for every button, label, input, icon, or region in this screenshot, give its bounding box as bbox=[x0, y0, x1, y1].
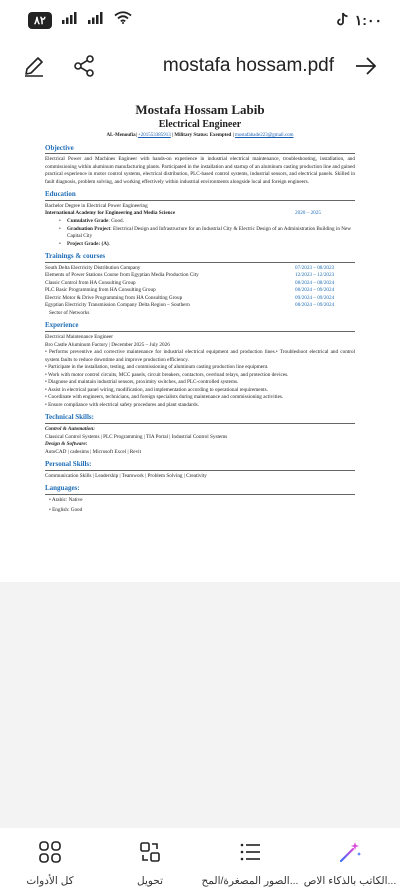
contact-phone[interactable]: +201553385913 bbox=[137, 133, 171, 139]
convert-icon bbox=[138, 840, 162, 869]
project-grade-value: . bbox=[108, 240, 110, 247]
signal-icon bbox=[88, 11, 104, 29]
tiktok-icon bbox=[337, 12, 349, 29]
training-row bbox=[45, 287, 355, 295]
section-education: Education bbox=[45, 189, 355, 201]
training-name: Elements of Power Stations Course from Egyptian Media Production City bbox=[45, 272, 199, 279]
wifi-icon bbox=[114, 11, 132, 29]
pencil-icon[interactable] bbox=[16, 48, 52, 84]
academy-row bbox=[45, 210, 355, 218]
section-experience: Experience bbox=[45, 320, 355, 332]
section-personal-skills: Personal Skills: bbox=[45, 459, 355, 471]
training-row bbox=[45, 272, 355, 280]
list-item bbox=[61, 218, 355, 226]
nav-label: الكاتب بالذكاء الاص... bbox=[303, 875, 397, 887]
objective-text: Electrical Power and Machines Engineer with hands-on experience in industrial electrical maintenance, troubleshooting, installation, and commissioning within aluminum manufacturing plants. Participated in the installation and startup of an aluminum casting production line and gained practical experience in motor control systems, electrical distribution, PLC-based control systems, industrial sensors, and electrical panels. Skilled in fault diagnosis, problem solving, and working effectively within industrial environments alongside local and foreign engineers. bbox=[45, 156, 355, 185]
exp-bullet: • Assist in electrical panel wiring, modification, and implementation according to operational requirements. bbox=[45, 386, 268, 393]
academy: International Academy for Engineering and Media Science bbox=[45, 210, 176, 217]
language-text: English: Good bbox=[52, 506, 83, 513]
training-date: 08/2024 – 09/2024 bbox=[295, 287, 335, 294]
exp-role: Electrical Maintenance Engineer bbox=[45, 334, 113, 341]
bottom-nav bbox=[0, 828, 400, 891]
degree: Bachelor Degree in Electrical Power Engineering bbox=[45, 202, 148, 209]
section-languages: Languages: bbox=[45, 483, 355, 495]
list-item bbox=[61, 226, 355, 241]
training-name: Classic Control from HA Consulting Group bbox=[45, 279, 136, 286]
cv-contact bbox=[45, 132, 355, 139]
tech-skills-line: Classical Control Systems | PLC Programming | TIA Portal | Industrial Control Systems bbox=[45, 433, 228, 440]
tech-subheading: Design & Software: bbox=[45, 441, 88, 448]
project-label: Graduation Project bbox=[67, 225, 111, 232]
clock: ١:٠٠ bbox=[354, 11, 382, 28]
language-item: • Arabic: Native bbox=[49, 496, 83, 503]
status-right bbox=[337, 12, 382, 29]
exp-bullet: • Participate in the installation, testing, and commissioning of aluminum casting production line equipment. bbox=[45, 364, 269, 371]
training-date: 09/2024 – 09/2024 bbox=[295, 294, 335, 301]
exp-bullet: • Diagnose and maintain industrial sensors, proximity switches, and PLC-controlled systems. bbox=[45, 379, 239, 386]
language-item: • English: Good bbox=[49, 506, 83, 513]
exp-bullet: • Performs preventive and corrective maintenance for industrial electrical equipment and production lines.• Troubleshoot electrical and control system faults to reduce downtime and improve production efficiency. bbox=[45, 349, 355, 363]
grade-label: Cumulative Grade bbox=[67, 217, 109, 224]
training-name: South Delta Electricity Distribution Company bbox=[45, 264, 141, 271]
status-bar bbox=[0, 0, 400, 40]
training-extra: Sector of Networks bbox=[49, 309, 90, 316]
training-date: 08/2024 – 08/2024 bbox=[295, 279, 335, 286]
training-row bbox=[45, 302, 355, 310]
exp-bullet: • Coordinate with engineers, technicians, and foreign specialists during maintenance and commissioning activities. bbox=[45, 394, 284, 401]
section-technical-skills: Technical Skills: bbox=[45, 412, 355, 424]
cv-role: Electrical Engineer bbox=[158, 119, 242, 131]
toolbar bbox=[0, 40, 400, 92]
contact-military: | Military Status: Exempted | bbox=[172, 133, 234, 139]
pdf-page bbox=[0, 92, 400, 582]
battery-indicator: ٨٢ bbox=[28, 12, 52, 29]
training-date: 07/2023 – 08/2023 bbox=[295, 264, 335, 271]
project-grade-label: Project Grade: (A) bbox=[67, 240, 109, 247]
nav-convert[interactable] bbox=[100, 840, 200, 887]
training-name: Electric Motor & Drive Programming from HA Consulting Group bbox=[45, 294, 183, 301]
tech-subheading: Control & Automation: bbox=[45, 426, 95, 433]
nav-label: كل الأدوات bbox=[26, 875, 74, 887]
training-date: 12/2023 – 12/2023 bbox=[295, 272, 335, 279]
nav-label: الصور المصغرة/المح... bbox=[201, 875, 299, 887]
education-list bbox=[45, 218, 355, 248]
language-text: Arabic: Native bbox=[51, 496, 83, 503]
training-name: PLC Basic Programming from HA Consulting Group bbox=[45, 287, 156, 294]
training-name: Egyptian Electricity Transmission Company Delta Region – Southern bbox=[45, 302, 190, 309]
nav-thumbnails[interactable] bbox=[200, 840, 300, 887]
cv-name: Mostafa Hossam Labib bbox=[135, 102, 265, 117]
training-row bbox=[45, 295, 355, 303]
project-value: : Electrical Design and Infrastructure for an Industrial City & Electric Design of an Administration Building in New Capital City bbox=[67, 225, 352, 240]
list-item bbox=[61, 241, 355, 249]
contact-location: AL-Menoufia| bbox=[106, 133, 137, 139]
nav-label: تحويل bbox=[137, 875, 163, 887]
training-date: 08/2024 – 09/2024 bbox=[295, 302, 335, 309]
personal-skills-line: Communication Skills | Leadership | Teamwork | Problem Solving | Creativity bbox=[45, 472, 207, 479]
academy-dates: 2020 – 2025 bbox=[295, 210, 321, 217]
arrow-right-icon[interactable] bbox=[348, 48, 384, 84]
exp-bullet: • Work with motor control circuits, MCC panels, circuit breakers, contactors, overload relays, and protection devices. bbox=[45, 371, 289, 378]
document-title: mostafa hossam.pdf bbox=[162, 55, 334, 76]
contact-email[interactable]: mostafabade223@gmail.com bbox=[234, 133, 294, 139]
tech-skills-line: AutoCAD | cadesims | Microsoft Excel | Revit bbox=[45, 448, 142, 455]
exp-bullet: • Ensure compliance with electrical safety procedures and plant standards. bbox=[45, 401, 199, 408]
section-objective: Objective bbox=[45, 143, 355, 155]
viewer-background[interactable] bbox=[0, 582, 400, 828]
share-icon[interactable] bbox=[66, 48, 102, 84]
nav-all-tools[interactable] bbox=[0, 840, 100, 887]
section-trainings: Trainings & courses bbox=[45, 251, 355, 263]
status-left bbox=[28, 11, 132, 29]
nav-ai-writer[interactable] bbox=[300, 840, 400, 887]
signal-icon bbox=[62, 11, 78, 29]
grade-value: : Good. bbox=[108, 217, 124, 224]
trainings-list bbox=[45, 265, 355, 318]
list-icon bbox=[238, 840, 262, 869]
ai-wand-icon bbox=[338, 840, 362, 869]
grid-icon bbox=[38, 840, 62, 869]
exp-company: Bro Castle Aluminum Factory | December 2025 – July 2026 bbox=[45, 341, 170, 348]
